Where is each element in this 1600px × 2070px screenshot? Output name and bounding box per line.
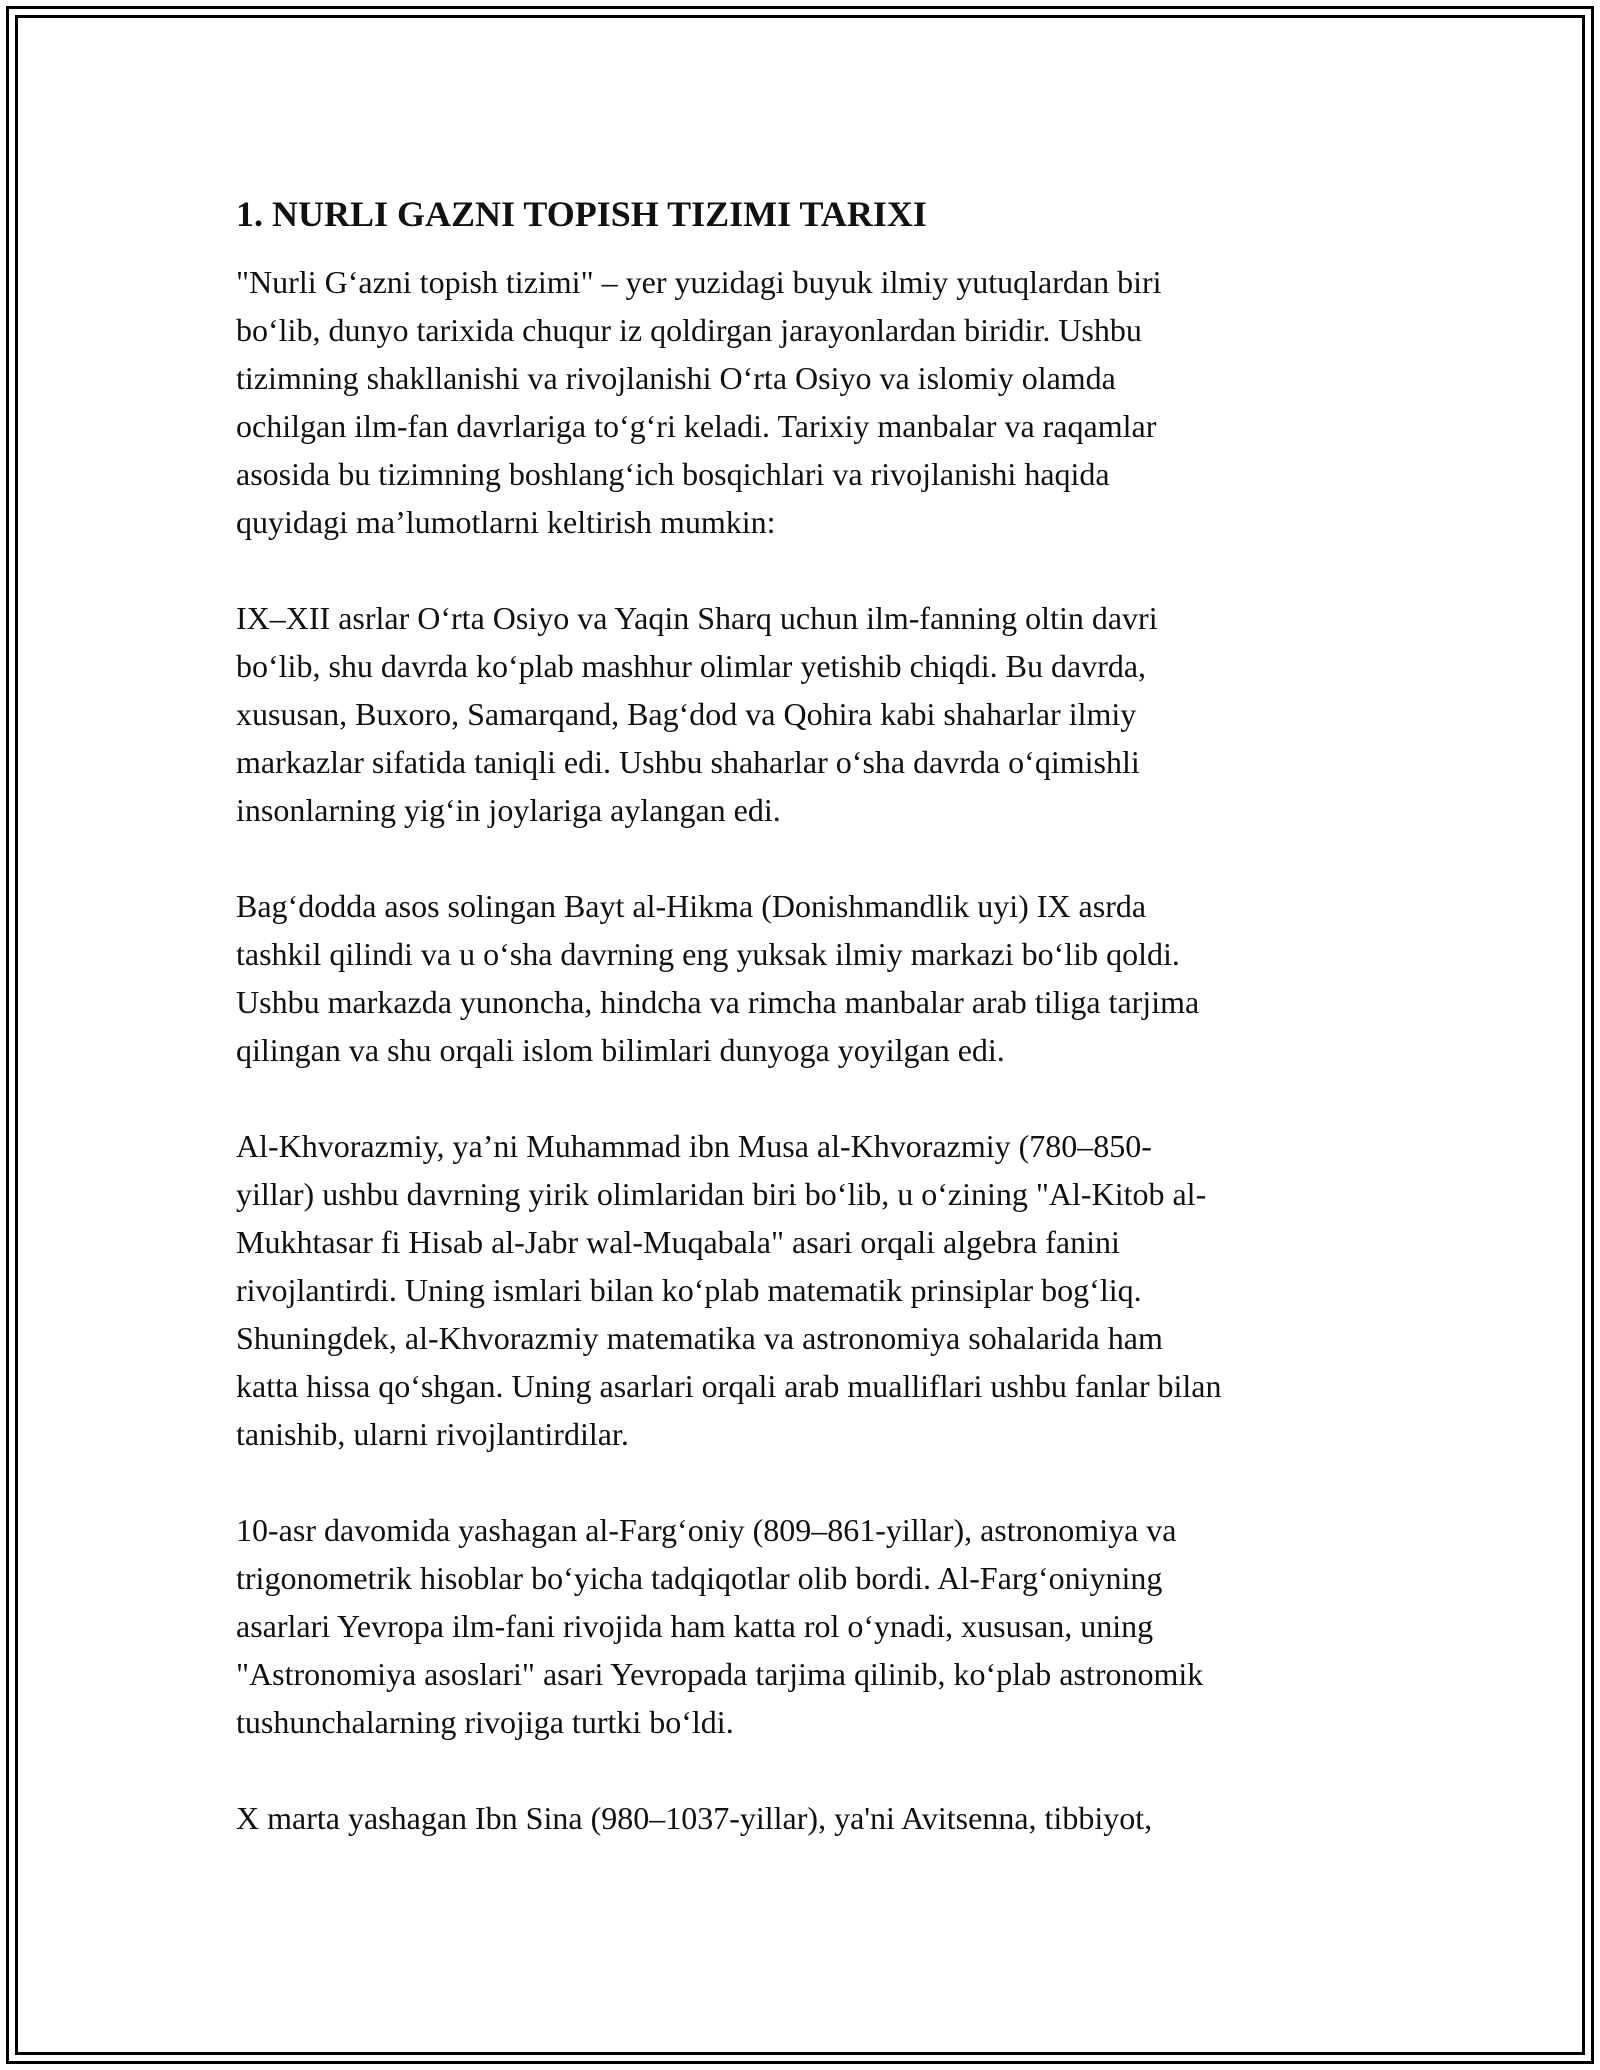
paragraph-golden-age <box>236 594 1386 834</box>
text-line: qilingan va shu orqali islom bilimlari dunyoga yoyilgan edi. <box>236 1032 1005 1068</box>
text-line: quyidagi ma’lumotlarni keltirish mumkin: <box>236 504 776 540</box>
text-line: asarlari Yevropa ilm-fani rivojida ham katta rol o‘ynadi, xususan, uning <box>236 1608 1154 1644</box>
text-line: yillar) ushbu davrning yirik olimlaridan biri bo‘lib, u o‘zining "Al-Kitob al- <box>236 1176 1207 1212</box>
paragraph-al-khvorazmiy <box>236 1122 1386 1458</box>
paragraph-ibn-sina <box>236 1794 1386 1842</box>
text-line: tushunchalarning rivojiga turtki bo‘ldi. <box>236 1704 734 1740</box>
text-line: bo‘lib, dunyo tarixida chuqur iz qoldirgan jarayonlardan biridir. Ushbu <box>236 312 1142 348</box>
paragraph-bayt-al-hikma <box>236 882 1386 1074</box>
text-line: asosida bu tizimning boshlang‘ich bosqichlari va rivojlanishi haqida <box>236 456 1110 492</box>
document-page <box>236 186 1386 1890</box>
text-line: bo‘lib, shu davrda ko‘plab mashhur olimlar yetishib chiqdi. Bu davrda, <box>236 648 1147 684</box>
text-line: tizimning shakllanishi va rivojlanishi O‘rta Osiyo va islomiy olamda <box>236 360 1116 396</box>
text-line: X marta yashagan Ibn Sina (980–1037-yillar), ya'ni Avitsenna, tibbiyot, <box>236 1800 1153 1836</box>
text-line: "Astronomiya asoslari" asari Yevropada tarjima qilinib, ko‘plab astronomik <box>236 1656 1204 1692</box>
text-line: Shuningdek, al-Khvorazmiy matematika va astronomiya sohalarida ham <box>236 1320 1163 1356</box>
text-line: tashkil qilindi va u o‘sha davrning eng yuksak ilmiy markazi bo‘lib qoldi. <box>236 936 1180 972</box>
text-line: Mukhtasar fi Hisab al-Jabr wal-Muqabala" asari orqali algebra fanini <box>236 1224 1120 1260</box>
text-line: Bag‘dodda asos solingan Bayt al-Hikma (Donishmandlik uyi) IX asrda <box>236 888 1147 924</box>
text-line: tanishib, ularni rivojlantirdilar. <box>236 1416 629 1452</box>
paragraph-al-fargoniy <box>236 1506 1386 1746</box>
paragraph-intro <box>236 258 1386 546</box>
text-line: katta hissa qo‘shgan. Uning asarlari orqali arab mualliflari ushbu fanlar bilan <box>236 1368 1222 1404</box>
text-line: Al-Khvorazmiy, ya’ni Muhammad ibn Musa al-Khvorazmiy (780–850- <box>236 1128 1152 1164</box>
text-line: ochilgan ilm-fan davrlariga to‘g‘ri keladi. Tarixiy manbalar va raqamlar <box>236 408 1157 444</box>
text-line: "Nurli G‘azni topish tizimi" – yer yuzidagi buyuk ilmiy yutuqlardan biri <box>236 264 1162 300</box>
text-line: xususan, Buxoro, Samarqand, Bag‘dod va Qohira kabi shaharlar ilmiy <box>236 696 1137 732</box>
text-line: markazlar sifatida taniqli edi. Ushbu shaharlar o‘sha davrda o‘qimishli <box>236 744 1140 780</box>
text-line: 10-asr davomida yashagan al-Farg‘oniy (809–861-yillar), astronomiya va <box>236 1512 1177 1548</box>
document-title: 1. NURLI GAZNI TOPISH TIZIMI TARIXI <box>236 194 927 234</box>
text-line: insonlarning yig‘in joylariga aylangan edi. <box>236 792 781 828</box>
text-line: IX–XII asrlar O‘rta Osiyo va Yaqin Sharq uchun ilm-fanning oltin davri <box>236 600 1158 636</box>
text-line: trigonometrik hisoblar bo‘yicha tadqiqotlar olib bordi. Al-Farg‘oniyning <box>236 1560 1163 1596</box>
text-line: Ushbu markazda yunoncha, hindcha va rimcha manbalar arab tiliga tarjima <box>236 984 1200 1020</box>
text-line: rivojlantirdi. Uning ismlari bilan ko‘plab matematik prinsiplar bog‘liq. <box>236 1272 1142 1308</box>
